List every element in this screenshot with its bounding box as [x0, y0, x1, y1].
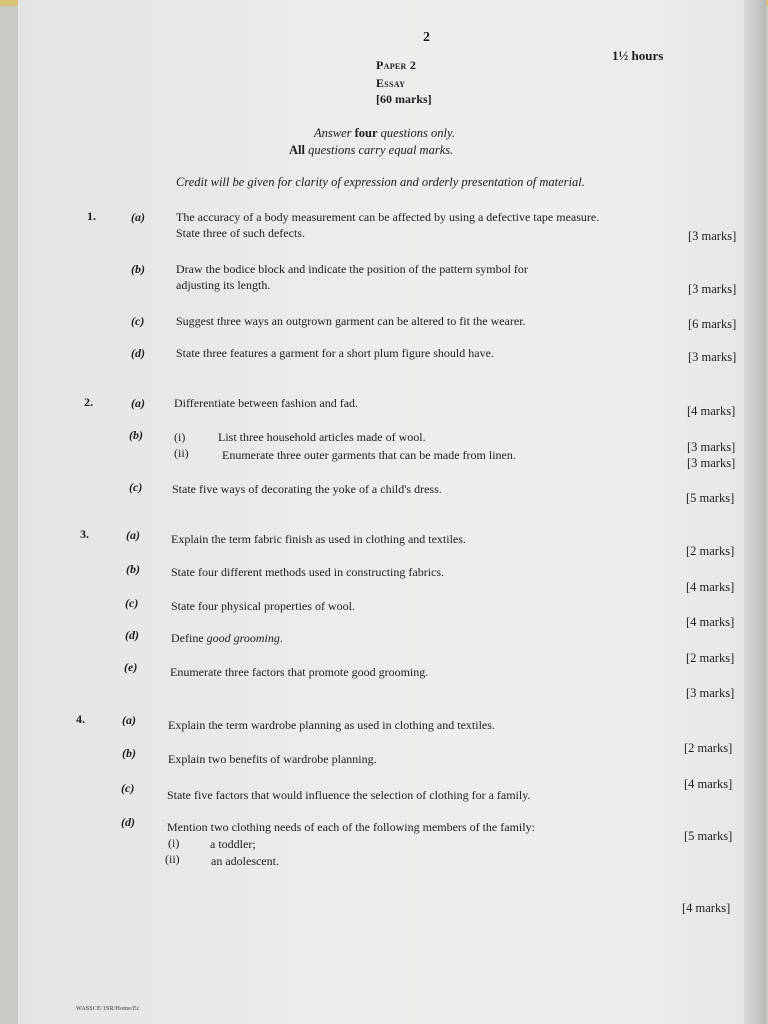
marks-label: [4 marks]	[686, 580, 735, 594]
question-number: 1.	[87, 209, 96, 223]
part-label: (c)	[121, 781, 135, 795]
question-number: 4.	[76, 712, 85, 726]
marks-label: [4 marks]	[684, 777, 733, 791]
question-text: Explain the term wardrobe planning as used in clothing and textiles.	[168, 718, 495, 732]
question-text: State five ways of decorating the yoke of a child's dress.	[172, 482, 442, 496]
question-text: State four physical properties of wool.	[171, 599, 355, 613]
question-text: Enumerate three outer garments that can be made from linen.	[222, 448, 516, 462]
instruction-answer: Answer four questions only.	[314, 126, 455, 140]
page-edge-shadow	[744, 0, 766, 1024]
question-text: The accuracy of a body measurement can be affected by using a defective tape measure.	[176, 210, 600, 224]
marks-label: [3 marks]	[687, 440, 736, 454]
paper-label: Paper 2	[376, 58, 417, 72]
subpart-label: (ii)	[165, 852, 180, 866]
paper-type: Essay	[376, 76, 406, 90]
question-text: List three household articles made of wool.	[218, 430, 426, 444]
question-text: Define good grooming.	[171, 631, 283, 645]
part-label: (b)	[122, 746, 136, 760]
marks-label: [2 marks]	[686, 544, 735, 558]
part-label: (a)	[122, 713, 136, 727]
question-text: State three of such defects.	[176, 226, 305, 240]
marks-label: [4 marks]	[682, 901, 731, 915]
part-label: (d)	[121, 815, 135, 829]
marks-label: [5 marks]	[686, 491, 735, 505]
marks-label: [3 marks]	[688, 350, 737, 364]
paper-total-marks: [60 marks]	[376, 92, 432, 106]
instruction-credit: Credit will be given for clarity of expression and orderly presentation of material.	[176, 175, 585, 189]
question-text: a toddler;	[210, 837, 256, 851]
question-number: 2.	[84, 395, 93, 409]
part-label: (b)	[129, 428, 143, 442]
question-text: Mention two clothing needs of each of the following members of the family:	[167, 820, 535, 834]
question-text: an adolescent.	[211, 854, 279, 868]
exam-duration: 1½ hours	[612, 48, 664, 63]
part-label: (d)	[131, 346, 145, 360]
question-text: State four different methods used in constructing fabrics.	[171, 565, 445, 579]
part-label: (c)	[129, 480, 143, 494]
marks-label: [6 marks]	[688, 317, 737, 331]
question-number: 3.	[80, 527, 89, 541]
question-text: Explain the term fabric finish as used in clothing and textiles.	[171, 532, 466, 546]
subpart-label: (i)	[174, 430, 186, 444]
marks-label: [5 marks]	[684, 829, 733, 843]
part-label: (b)	[131, 262, 145, 276]
marks-label: [2 marks]	[684, 741, 733, 755]
page-number: 2	[423, 30, 430, 45]
part-label: (a)	[131, 210, 145, 224]
marks-label: [3 marks]	[688, 282, 737, 296]
part-label: (e)	[124, 660, 138, 674]
marks-label: [3 marks]	[688, 229, 737, 243]
footer-code: WASSCE/1SR/Home/Ec	[76, 1006, 140, 1012]
part-label: (c)	[125, 596, 139, 610]
marks-label: [3 marks]	[686, 686, 735, 700]
marks-label: [2 marks]	[686, 651, 735, 665]
question-text: Draw the bodice block and indicate the position of the pattern symbol for	[176, 262, 528, 276]
marks-label: [4 marks]	[687, 404, 736, 418]
subpart-label: (i)	[168, 836, 180, 850]
subpart-label: (ii)	[174, 446, 189, 460]
part-label: (a)	[131, 396, 145, 410]
question-text: Enumerate three factors that promote good grooming.	[170, 665, 429, 679]
marks-label: [4 marks]	[686, 615, 735, 629]
question-text: Explain two benefits of wardrobe planning.	[168, 752, 377, 766]
question-text: State three features a garment for a short plum figure should have.	[176, 346, 494, 360]
marks-label: [3 marks]	[687, 456, 736, 470]
question-text: State five factors that would influence the selection of clothing for a family.	[167, 788, 531, 802]
question-text: adjusting its length.	[176, 278, 271, 292]
question-text: Differentiate between fashion and fad.	[174, 396, 359, 410]
exam-page	[18, 0, 766, 1024]
instruction-equal-marks: All questions carry equal marks.	[289, 143, 454, 157]
part-label: (b)	[126, 562, 140, 576]
part-label: (c)	[131, 314, 145, 328]
part-label: (d)	[125, 628, 139, 642]
part-label: (a)	[126, 528, 140, 542]
question-text: Suggest three ways an outgrown garment can be altered to fit the wearer.	[176, 314, 526, 328]
